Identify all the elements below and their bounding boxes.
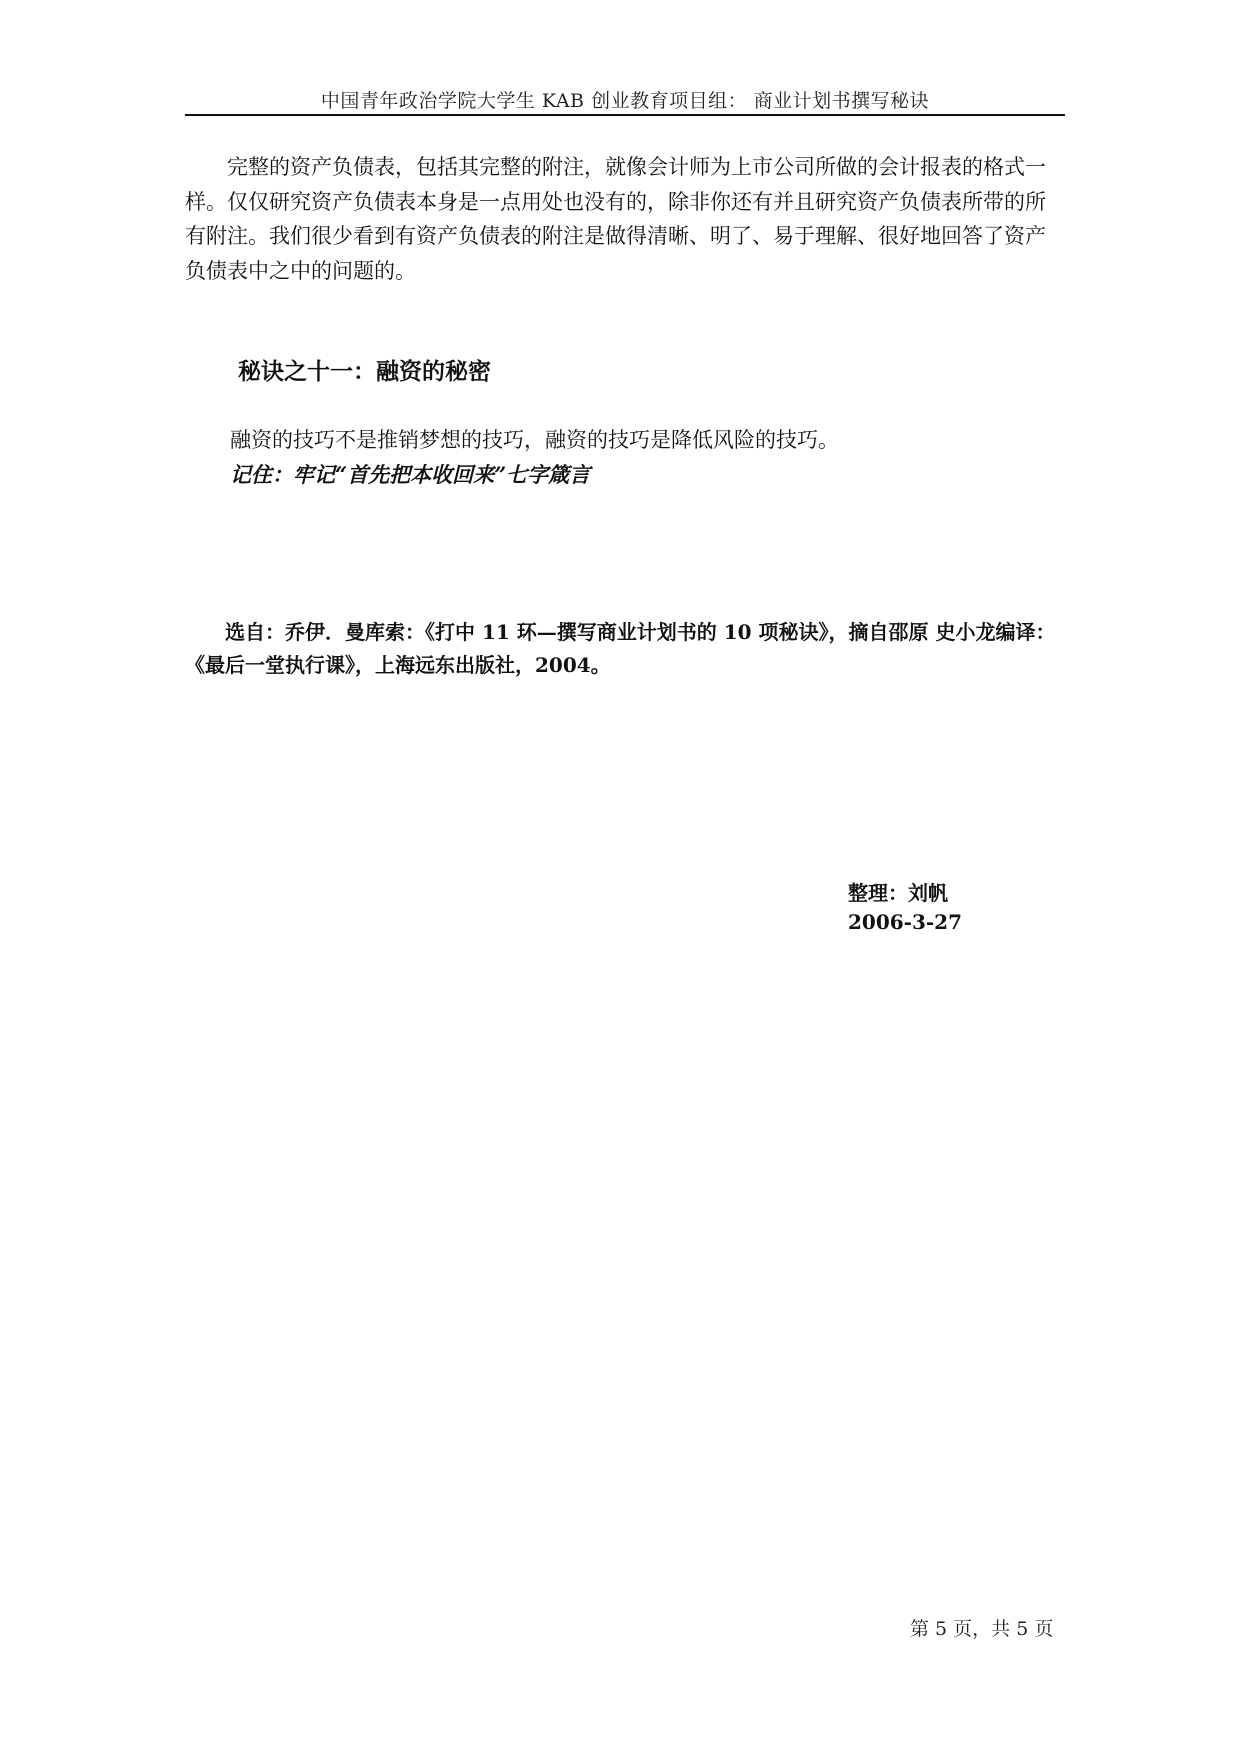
- editor-signature: 整理：刘帆: [848, 881, 948, 905]
- source-citation: 选自：乔伊．曼库索：《打中 11 环—撰写商业计划书的 10 项秘诀》，摘自邵原 史小龙编译：《最后一堂执行课》，上海远东出版社，2004。: [185, 620, 1056, 677]
- page-number-footer: 第 5 页，共 5 页: [910, 1618, 1054, 1640]
- header-divider: [185, 114, 1065, 116]
- body-paragraph: 完整的资产负债表，包括其完整的附注，就像会计师为上市公司所做的会计报表的格式一样。仅仅研究资产负债表本身是一点用处也没有的，除非你还有并且研究资产负债表所带的所有附注。我们很少看到有资产负债表的附注是做得清晰、明了、易于理解、很好地回答了资产负债表中之中的问题的。: [185, 155, 1046, 283]
- signature-date: 2006-3-27: [848, 910, 963, 934]
- section-text: 融资的技巧不是推销梦想的技巧，融资的技巧是降低风险的技巧。: [230, 428, 839, 452]
- section-quote: 记住：牢记“首先把本收回来”七字箴言: [230, 462, 591, 487]
- section-heading: 秘诀之十一：融资的秘密: [238, 358, 491, 385]
- page-header-title: 中国青年政治学院大学生 KAB 创业教育项目组： 商业计划书撰写秘诀: [320, 90, 930, 112]
